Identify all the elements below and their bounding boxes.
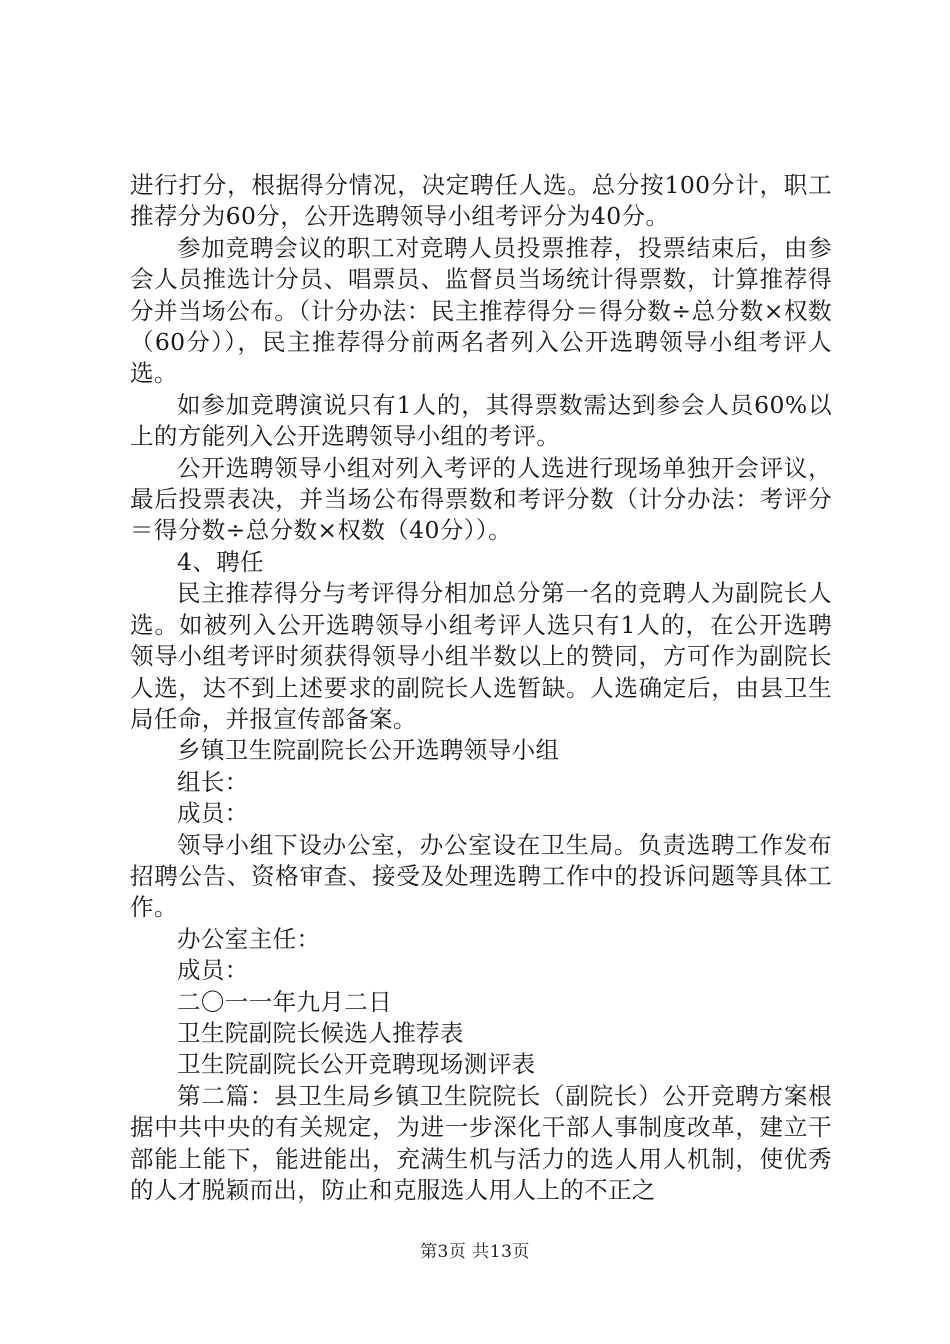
document-date: 二〇一一年九月二日	[177, 987, 393, 1016]
page-footer: 第3页 共13页	[420, 1242, 530, 1262]
attachment-title: 卫生院副院长候选人推荐表	[177, 1018, 464, 1047]
section-heading: 4、聘任	[177, 547, 265, 576]
paragraph: 领导小组下设办公室，办公室设在卫生局。负责选聘工作发布招聘公告、资格审查、接受及处理选聘工作中的投诉问题等具体工作。	[130, 830, 832, 922]
paragraph: 民主推荐得分与考评得分相加总分第一名的竞聘人为副院长人选。如被列入公开选聘领导小组考评人选只有1人的，在公开选聘领导小组考评时须获得领导小组半数以上的赞同，方可作为副院长人选，达不到上述要求的副院长人选暂缺。人选确定后，由县卫生局任命，并报宣传部备案。	[130, 579, 832, 733]
paragraph: 公开选聘领导小组对列入考评的人选进行现场单独开会评议，最后投票表决，并当场公布得票数和考评分数（计分办法：考评分＝得分数÷总分数×权数（40分））。	[130, 453, 832, 545]
document-body	[130, 170, 832, 1206]
office-director-label: 办公室主任：	[177, 924, 321, 953]
paragraph: 参加竞聘会议的职工对竞聘人员投票推荐，投票结束后，由参会人员推选计分员、唱票员、监督员当场统计得票数，计算推荐得分并当场公布。（计分办法：民主推荐得分＝得分数÷总分数×权数（60分）），民主推荐得分前两名者列入公开选聘领导小组考评人选。	[130, 233, 832, 388]
office-members-label: 成员：	[177, 956, 249, 985]
leader-label: 组长：	[177, 767, 249, 796]
attachment-title: 卫生院副院长公开竞聘现场测评表	[177, 1050, 536, 1079]
paragraph: 如参加竞聘演说只有1人的，其得票数需达到参会人员60%以上的方能列入公开选聘领导小组的考评。	[130, 390, 832, 451]
paragraph: 第二篇：县卫生局乡镇卫生院院长（副院长）公开竞聘方案根据中共中央的有关规定，为进一步深化干部人事制度改革，建立干部能上能下，能进能出，充满生机与活力的选人用人机制，使优秀的人才脱颖而出，防止和克服选人用人上的不正之	[130, 1081, 832, 1204]
group-title: 乡镇卫生院副院长公开选聘领导小组	[177, 736, 560, 765]
members-label: 成员：	[177, 799, 249, 828]
paragraph: 进行打分，根据得分情况，决定聘任人选。总分按100分计，职工推荐分为60分，公开选聘领导小组考评分为40分。	[130, 171, 832, 231]
